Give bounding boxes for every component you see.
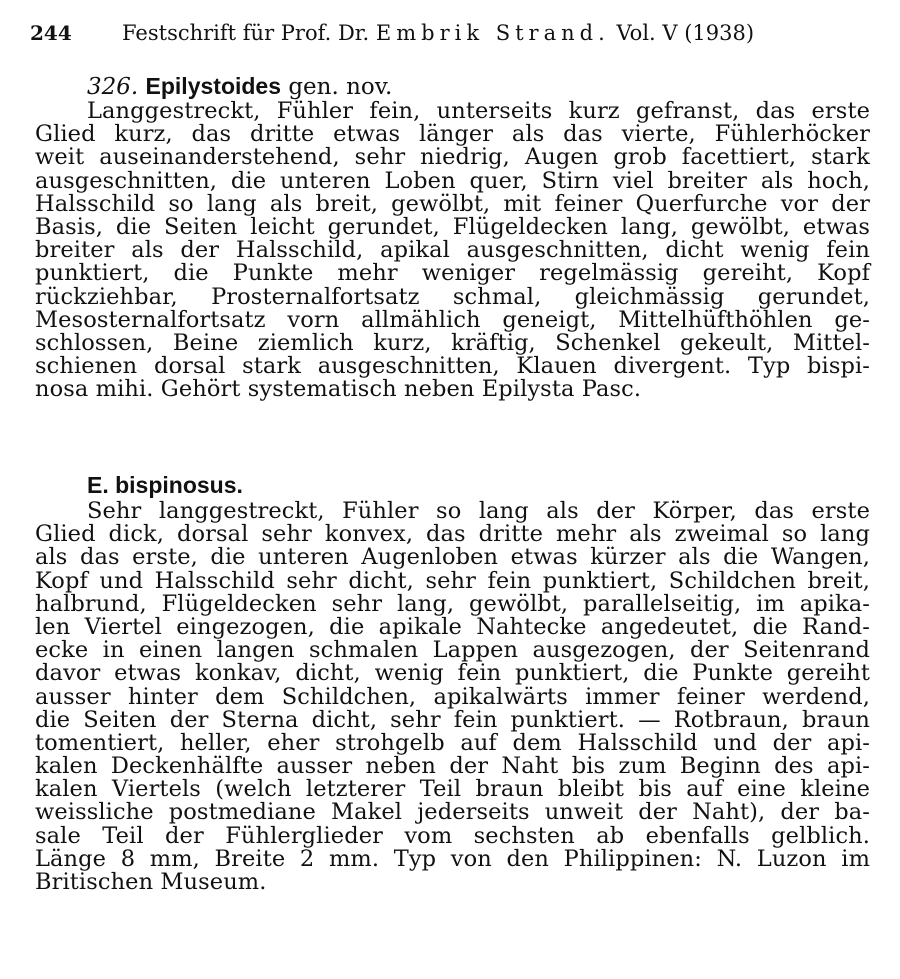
text-line: kalen Deckenhälfte ausser neben der Naht bis zum Beginn des api- (35, 753, 870, 780)
genus-heading (87, 72, 392, 101)
text-line: tomentiert, heller, eher strohgelb auf dem Halsschild und der api- (35, 729, 870, 756)
running-title-pre: Festschrift für Prof. Dr. (122, 21, 376, 45)
text-line: weissliche postmediane Makel jederseits unweit der Naht), der ba- (35, 799, 870, 826)
text-line: Halsschild so lang als breit, gewölbt, mit feiner Querfurche vor der (35, 190, 870, 217)
text-line: punktiert, die Punkte mehr weniger regelmässig gereiht, Kopf (35, 260, 870, 287)
text-line: schlossen, Beine ziemlich kurz, kräftig, Schenkel gekeult, Mittel- (35, 329, 870, 356)
text-line: davor etwas konkav, dicht, wenig fein punktiert, die Punkte gereiht (35, 660, 870, 687)
running-title-name: Embrik Strand. (375, 21, 610, 45)
text-line: Sehr langgestreckt, Fühler so lang als der Körper, das erste (87, 498, 870, 524)
text-line: breiter als der Halsschild, apikal ausgeschnitten, dicht wenig fein (35, 237, 870, 264)
text-line: schienen dorsal stark ausgeschnitten, Klauen divergent. Typ bispi- (35, 353, 870, 380)
text-line: ausgeschnitten, die unteren Loben quer, Stirn viel breiter als hoch, (35, 167, 870, 194)
species-description (35, 500, 870, 894)
running-title-post: Vol. V (1938) (609, 21, 755, 45)
page-number: 244 (30, 21, 72, 45)
text-line: Britischen Museum. (35, 869, 267, 895)
genus-name: Epilystoides (145, 73, 282, 99)
running-title (122, 18, 754, 48)
genus-description (35, 100, 870, 401)
text-line: sale Teil der Fühlerglieder vom sechsten ab ebenfalls gelblich. (35, 822, 870, 849)
text-line: Glied kurz, das dritte etwas länger als das vierte, Fühlerhöcker (35, 121, 870, 148)
text-line: Länge 8 mm, Breite 2 mm. Typ von den Philippinen: N. Luzon im (35, 845, 870, 872)
text-line: ecke in einen langen schmalen Lappen ausgezogen, der Seitenrand (35, 637, 870, 664)
text-line: kalen Viertels (welch letzterer Teil braun bleibt bis auf eine kleine (35, 776, 870, 803)
text-line: Glied dick, dorsal sehr konvex, das dritte mehr als zweimal so lang (35, 521, 870, 548)
text-line: die Seiten der Sterna dicht, sehr fein punktiert. — Rotbraun, braun (35, 706, 870, 733)
genus-status: gen. nov. (281, 74, 393, 100)
text-line: Langgestreckt, Fühler fein, unterseits kurz gefranst, das erste (87, 98, 870, 124)
text-line: halbrund, Flügeldecken sehr lang, gewölbt, parallelseitig, im apika- (35, 590, 870, 617)
species-heading (87, 471, 243, 500)
text-line: Basis, die Seiten leicht gerundet, Flügeldecken lang, gewölbt, etwas (35, 213, 870, 240)
text-line: len Viertel eingezogen, die apikale Nahtecke angedeutet, die Rand- (35, 613, 870, 640)
text-line: Kopf und Halsschild sehr dicht, sehr fein punktiert, Schildchen breit, (35, 567, 870, 594)
text-line: nosa mihi. Gehört systematisch neben Epilysta Pasc. (35, 376, 642, 403)
text-line: ausser hinter dem Schildchen, apikalwärts immer feiner werdend, (35, 683, 870, 710)
text-line: als das erste, die unteren Augenloben etwas kürzer als die Wangen, (35, 544, 870, 571)
species-name: E. bispinosus. (87, 472, 243, 498)
genus-number: 326. (87, 74, 139, 100)
text-line: weit auseinanderstehend, sehr niedrig, Augen grob facettiert, stark (35, 144, 870, 171)
running-header (30, 18, 870, 48)
text-line: rückziehbar, Prosternalfortsatz schmal, gleichmässig gerundet, (35, 283, 870, 310)
text-line: Mesosternalfortsatz vorn allmählich geneigt, Mittelhüfthöhlen ge- (35, 306, 870, 333)
